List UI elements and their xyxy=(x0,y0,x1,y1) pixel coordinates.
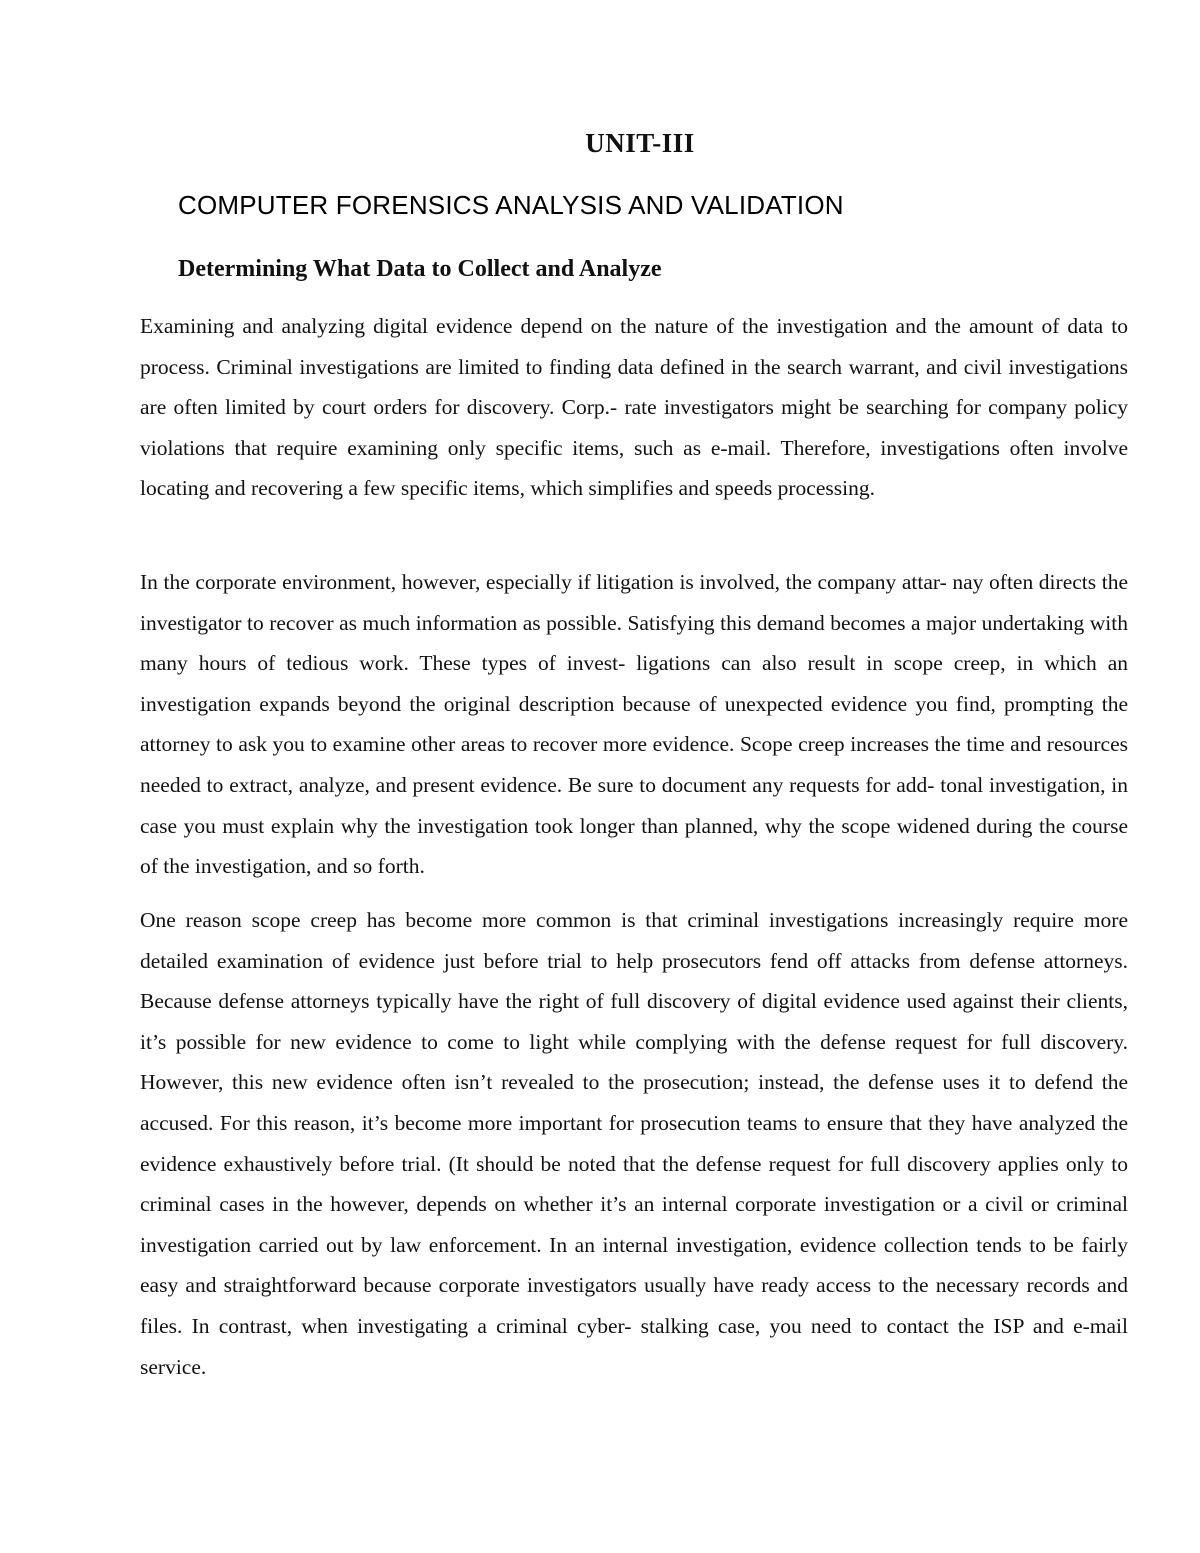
chapter-title: COMPUTER FORENSICS ANALYSIS AND VALIDATION xyxy=(178,190,844,220)
paragraph-2: In the corporate environment, however, especially if litigation is involved, the company attar- nay often directs the investigator to recover as much information as possible. Satisfying this demand becomes a major undertaking with many hours of tedious work. These types of invest- ligations can also result in scope creep, in which an investigation expands beyond the original description because of unexpected evidence you find, prompting the attorney to ask you to examine other areas to recover more evidence. Scope creep increases the time and resources needed to extract, analyze, and present evidence. Be sure to document any requests for add- tonal investigation, in case you must explain why the investigation took longer than planned, why the scope widened during the course of the investigation, and so forth. xyxy=(140,570,1128,879)
paragraph-1: Examining and analyzing digital evidence depend on the nature of the investigation and the amount of data to process. Criminal investigations are limited to finding data defined in the search warrant, and civil investigations are often limited by court orders for discovery. Corp.- rate investigators might be searching for company policy violations that require examining only specific items, such as e-mail. Therefore, investigations often involve locating and recovering a few specific items, which simplifies and speeds processing. xyxy=(140,314,1128,501)
section-heading: Determining What Data to Collect and Analyze xyxy=(178,256,662,282)
paragraph-3: One reason scope creep has become more common is that criminal investigations increasingly require more detailed examination of evidence just before trial to help prosecutors fend off attacks from defense attorneys. Because defense attorneys typically have the right of full discovery of digital evidence used against their clients, it’s possible for new evidence to come to light while complying with the defense request for full discovery. However, this new evidence often isn’t revealed to the prosecution; instead, the defense uses it to defend the accused. For this reason, it’s become more important for prosecution teams to ensure that they have analyzed the evidence exhaustively before trial. (It should be noted that the defense request for full discovery applies only to criminal cases in the however, depends on whether it’s an internal corporate investigation or a civil or criminal investigation carried out by law enforcement. In an internal investigation, evidence collection tends to be fairly easy and straightforward because corporate investigators usually have ready access to the necessary records and files. In contrast, when investigating a criminal cyber- stalking case, you need to contact the ISP and e-mail service. xyxy=(140,908,1128,1379)
unit-title: UNIT-III xyxy=(585,128,695,158)
